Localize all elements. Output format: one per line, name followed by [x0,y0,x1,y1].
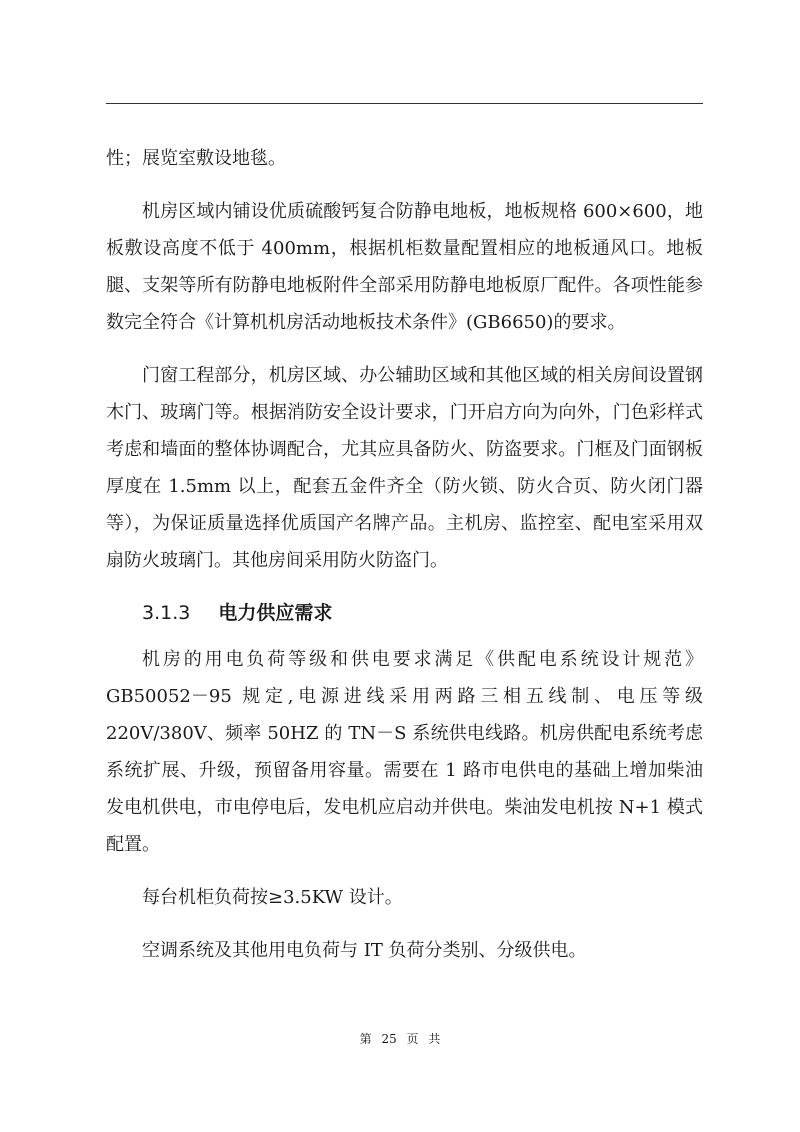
document-body [106,140,703,985]
footer-suffix: 共 [428,1032,441,1046]
section-title: 电力供应需求 [218,602,333,624]
footer-prefix: 第 [359,1032,372,1046]
paragraph-cabinet-load: 每台机柜负荷按≥3.5KW 设计。 [142,887,403,908]
section-number: 3.1.3 [142,602,191,624]
section-heading [142,595,703,631]
page-number: 25 [381,1032,397,1046]
paragraph-floor: 机房区域内铺设优质硫酸钙复合防静电地板，地板规格 600×600，地板敷设高度不低于 400mm，根据机柜数量配置相应的地板通风口。地板腿、支架等所有防静电地板附件全部采用防静电地板原厂配件。各项性能参数完全符合《计算机机房活动地板技术条件》(GB6650)的要求。 [106,201,703,333]
paragraph-continuation: 性；展览室敷设地毯。 [106,148,286,169]
paragraph-power: 机房的用电负荷等级和供电要求满足《供配电系统设计规范》GB50052－95 规定,电源进线采用两路三相五线制、电压等级 220V/380V、频率 50HZ 的 TN－S 系统供电线路。机房供配电系统考虑系统扩展、升级，预留备用容量。需要在 1 路市电供电的基础上增加柴油发电机供电，市电停电后，发电机应启动并供电。柴油发电机按 N+1 模式配置。 [106,649,703,855]
footer-middle: 页 [406,1032,419,1046]
paragraph-ac-power: 空调系统及其他用电负荷与 IT 负荷分类别、分级供电。 [142,940,587,961]
header-rule [106,103,703,104]
page-footer [0,1030,800,1047]
paragraph-doors: 门窗工程部分，机房区域、办公辅助区域和其他区域的相关房间设置钢木门、玻璃门等。根据消防安全设计要求，门开启方向为向外，门色彩样式考虑和墙面的整体协调配合，尤其应具备防火、防盗要求。门框及门面钢板厚度在 1.5mm 以上，配套五金件齐全（防火锁、防火合页、防火闭门器等），为保证质量选择优质国产名牌产品。主机房、监控室、配电室采用双扇防火玻璃门。其他房间采用防火防盗门。 [106,365,703,571]
